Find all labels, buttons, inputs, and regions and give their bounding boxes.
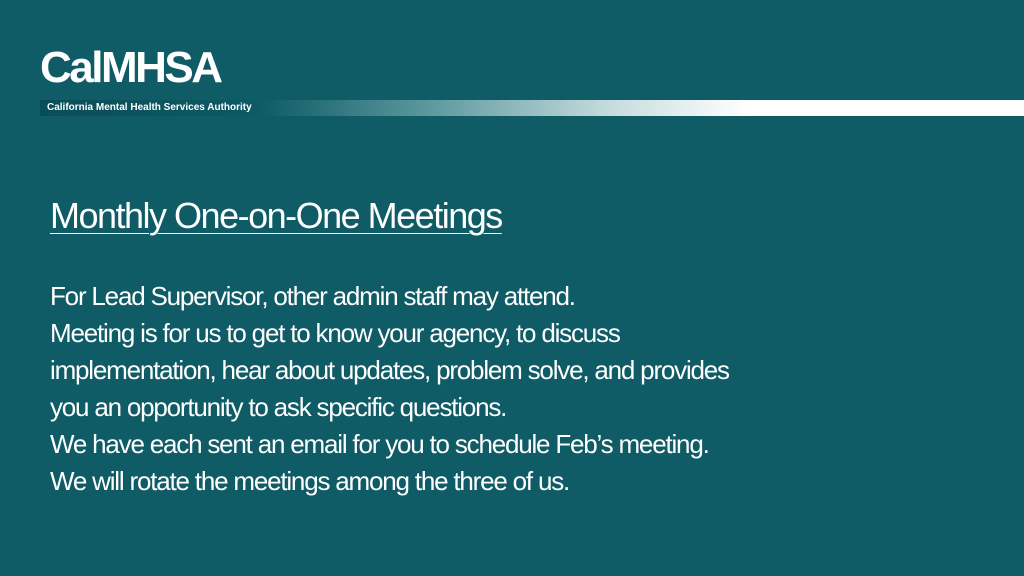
calmhsa-logo: CalMHSA xyxy=(40,43,221,92)
body-line: Meeting is for us to get to know your agency, to discuss xyxy=(50,318,620,348)
body-line: We have each sent an email for you to schedule Feb’s meeting. xyxy=(50,429,709,459)
slide-body xyxy=(50,278,729,500)
slide-title: Monthly One-on-One Meetings xyxy=(50,195,502,236)
logo-subtitle: California Mental Health Services Authority xyxy=(47,102,252,113)
body-line: For Lead Supervisor, other admin staff may attend. xyxy=(50,281,575,311)
body-line: implementation, hear about updates, problem solve, and provides xyxy=(50,355,729,385)
body-line: We will rotate the meetings among the three of us. xyxy=(50,466,570,496)
body-line: you an opportunity to ask specific questions. xyxy=(50,392,507,422)
